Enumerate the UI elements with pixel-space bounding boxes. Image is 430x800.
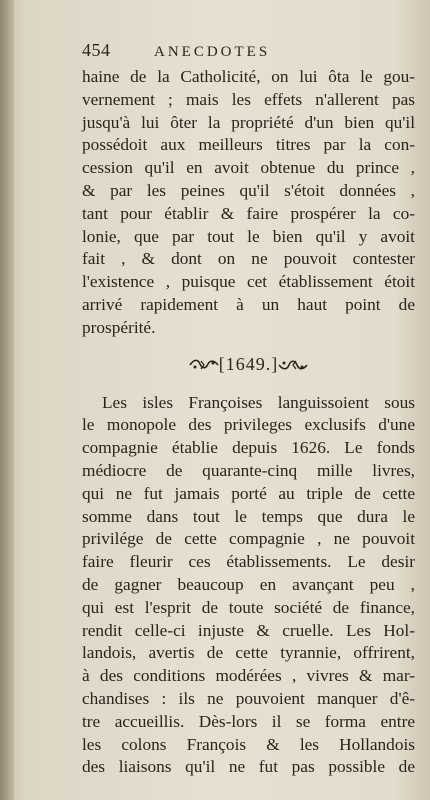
text-line: rendit celle-ci injuste & cruelle. Les Hol- (82, 620, 415, 640)
text-block (82, 40, 415, 779)
left-fleuron-ornament (189, 358, 219, 372)
text-line: landois, avertis de cette tyrannie, offrirent, (82, 643, 415, 663)
paragraph-1 (82, 66, 415, 340)
text-line: cession qu'il en avoit obtenue du prince , (82, 158, 415, 178)
right-fleuron-ornament (278, 358, 308, 372)
text-line: possédoit aux meilleurs titres par la con- (82, 135, 415, 155)
text-line: tre accueillis. Dès-lors il se forma entre (82, 711, 415, 731)
text-line: somme dans tout le temps que dura le (82, 506, 415, 526)
text-line: le monopole des privileges exclusifs d'une (82, 415, 415, 435)
text-line: tant pour établir & faire prospérer la co- (82, 203, 415, 223)
text-line: qui ne fut jamais porté au triple de cette (82, 483, 415, 503)
text-line: l'existence , puisque cet établissement étoit (82, 272, 415, 292)
text-line: à des conditions modérées , vivres & mar- (82, 666, 415, 686)
text-line: qui est l'esprit de toute société de finance, (82, 597, 415, 617)
text-line: prospérité. (82, 317, 156, 337)
page-gutter (0, 0, 14, 800)
text-line: les colons François & les Hollandois (82, 734, 415, 754)
text-line: fait , & dont on ne pouvoit contester (82, 249, 415, 269)
page-number: 454 (82, 40, 111, 60)
year-label: [1649.] (218, 354, 279, 375)
text-line: privilége de cette compagnie , ne pouvoit (82, 529, 415, 549)
running-head (82, 40, 415, 66)
text-line: haine de la Catholicité, on lui ôta le gou- (82, 67, 415, 86)
text-line: lonie, que par tout le bien qu'il y avoit (82, 226, 415, 246)
text-line: faire fleurir ces établissements. Le desir (82, 552, 415, 572)
text-line: & par les peines qu'il s'étoit données , (82, 180, 415, 200)
text-line: chandises : ils ne pouvoient manquer d'ê- (82, 688, 415, 708)
text-line: compagnie établie depuis 1626. Le fonds (82, 438, 415, 458)
text-line: vernement ; mais les effets n'allerent pas (82, 89, 415, 109)
running-title: ANECDOTES (154, 44, 271, 60)
text-line: arrivé rapidement à un haut point de (82, 294, 415, 314)
text-line: de gagner beaucoup en avançant peu , (82, 574, 415, 594)
text-line: Les isles Françoises languissoient sous (102, 392, 415, 412)
text-line: jusqu'à lui ôter la propriété d'un bien qu'il (82, 112, 415, 132)
text-line: médiocre de quarante-cinq mille livres, (82, 460, 415, 480)
year-heading (82, 348, 415, 382)
paragraph-2 (82, 392, 415, 780)
text-line: des liaisons qu'il ne fut pas possible de (82, 757, 415, 777)
